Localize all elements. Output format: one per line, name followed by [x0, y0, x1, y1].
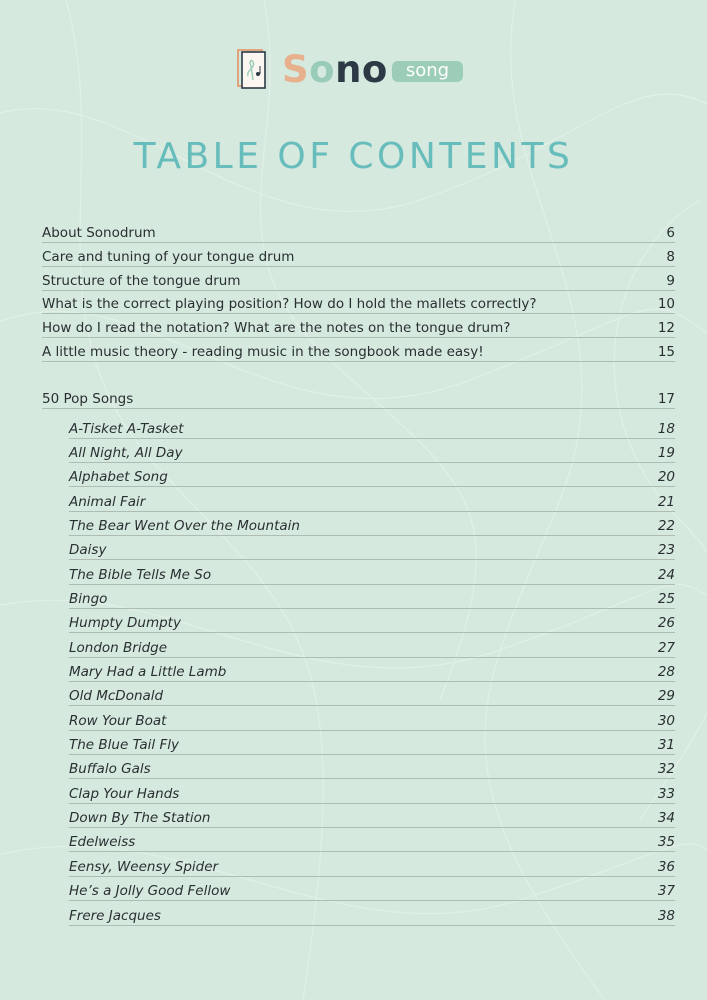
entry-title: The Bible Tells Me So — [69, 566, 212, 583]
toc-song-entry[interactable] — [69, 907, 675, 929]
entry-title: The Blue Tail Fly — [69, 737, 179, 754]
entry-page-number: 37 — [657, 883, 675, 900]
entry-rule — [69, 657, 675, 658]
entry-title: Buffalo Gals — [69, 761, 151, 778]
entry-page-number: 20 — [657, 469, 675, 486]
entry-rule — [42, 266, 675, 267]
entry-rule — [69, 827, 675, 828]
entry-page-number: 28 — [657, 664, 675, 680]
entry-title: Alphabet Song — [69, 469, 168, 486]
entry-title: Old McDonald — [69, 688, 164, 705]
entry-rule — [69, 754, 675, 755]
entry-rule — [69, 925, 675, 926]
entry-page-number: 26 — [657, 615, 675, 632]
entry-rule — [69, 803, 675, 804]
entry-title: Humpty Dumpty — [69, 615, 181, 632]
toc-song-entry[interactable] — [69, 785, 675, 807]
toc-section-entry[interactable] — [42, 319, 675, 341]
entry-title: A little music theory - reading music in the songbook made easy! — [42, 344, 484, 360]
toc-section-entry[interactable] — [42, 295, 675, 317]
toc-song-entry[interactable] — [69, 541, 675, 563]
entry-title: Edelweiss — [69, 834, 136, 851]
toc-song-entry[interactable] — [69, 468, 675, 490]
entry-page-number: 21 — [657, 493, 675, 510]
entry-title: He’s a Jolly Good Fellow — [69, 883, 231, 900]
entry-title: Daisy — [69, 542, 107, 559]
entry-page-number: 35 — [657, 834, 675, 851]
brand-wordmark: Sono — [282, 47, 388, 91]
toc-song-entry[interactable] — [69, 517, 675, 539]
entry-rule — [69, 608, 675, 609]
entry-title: Animal Fair — [69, 493, 146, 510]
entry-rule — [42, 313, 675, 314]
entry-page-number: 29 — [657, 688, 675, 705]
entry-rule — [69, 462, 675, 463]
entry-rule — [69, 632, 675, 633]
page-title: TABLE OF CONTENTS — [133, 136, 574, 177]
entry-rule — [69, 486, 675, 487]
toc-songs-heading[interactable] — [42, 390, 675, 412]
entry-page-number: 30 — [657, 712, 675, 729]
toc-song-entry[interactable] — [69, 420, 675, 442]
entry-page-number: 36 — [657, 858, 675, 875]
toc-section-entry[interactable] — [42, 248, 675, 270]
entry-page-number: 8 — [666, 248, 675, 265]
entry-page-number: 31 — [657, 737, 675, 754]
brand-logo — [236, 48, 463, 90]
entry-page-number: 12 — [657, 320, 675, 337]
entry-page-number: 24 — [657, 566, 675, 583]
entry-rule — [42, 408, 675, 409]
songbook-icon — [236, 48, 268, 90]
entry-page-number: 6 — [666, 225, 675, 241]
entry-page-number: 10 — [657, 296, 675, 313]
entry-page-number: 18 — [657, 420, 675, 437]
entry-title: Structure of the tongue drum — [42, 272, 241, 289]
toc-song-entry[interactable] — [69, 736, 675, 758]
toc-section-entry[interactable] — [42, 343, 675, 365]
entry-rule — [42, 361, 675, 362]
toc-song-entry[interactable] — [69, 639, 675, 661]
toc-song-entry[interactable] — [69, 858, 675, 880]
entry-title: Care and tuning of your tongue drum — [42, 248, 295, 265]
entry-rule — [69, 681, 675, 682]
entry-title: What is the correct playing position? How do I hold the mallets correctly? — [42, 296, 537, 313]
entry-page-number: 23 — [657, 542, 675, 559]
toc-song-entry[interactable] — [69, 444, 675, 466]
entry-page-number: 32 — [657, 761, 675, 778]
entry-rule — [42, 290, 675, 291]
entry-title: Mary Had a Little Lamb — [69, 664, 227, 680]
entry-title: How do I read the notation? What are the notes on the tongue drum? — [42, 320, 511, 337]
entry-title: Bingo — [69, 590, 108, 607]
toc-song-entry[interactable] — [69, 566, 675, 588]
entry-title: A-Tisket A-Tasket — [69, 420, 184, 437]
entry-page-number: 34 — [657, 810, 675, 827]
entry-rule — [69, 730, 675, 731]
toc-song-entry[interactable] — [69, 809, 675, 831]
entry-page-number: 15 — [657, 344, 675, 360]
entry-title: Eensy, Weensy Spider — [69, 858, 219, 875]
toc-song-entry[interactable] — [69, 590, 675, 612]
entry-rule — [69, 535, 675, 536]
toc-song-entry[interactable] — [69, 760, 675, 782]
toc-song-entry[interactable] — [69, 687, 675, 709]
entry-title: Clap Your Hands — [69, 785, 180, 802]
entry-page-number: 33 — [657, 785, 675, 802]
entry-title: About Sonodrum — [42, 225, 156, 241]
entry-page-number: 38 — [657, 907, 675, 924]
entry-rule — [69, 511, 675, 512]
entry-title: Frere Jacques — [69, 907, 161, 924]
entry-title: London Bridge — [69, 639, 168, 656]
toc-song-entry[interactable] — [69, 833, 675, 855]
entry-page-number: 9 — [666, 272, 675, 289]
entry-rule — [69, 900, 675, 901]
entry-page-number: 27 — [657, 639, 675, 656]
entry-title: All Night, All Day — [69, 444, 183, 461]
entry-rule — [69, 778, 675, 779]
toc-song-entry[interactable] — [69, 614, 675, 636]
brand-tag: song — [392, 61, 463, 82]
toc-song-entry[interactable] — [69, 493, 675, 515]
entry-title: Row Your Boat — [69, 712, 167, 729]
entry-rule — [69, 705, 675, 706]
entry-rule — [69, 559, 675, 560]
toc-song-entry[interactable] — [69, 882, 675, 904]
toc-song-entry[interactable] — [69, 712, 675, 734]
entry-title: 50 Pop Songs — [42, 391, 134, 407]
entry-page-number: 17 — [657, 391, 675, 407]
entry-page-number: 19 — [657, 444, 675, 461]
entry-rule — [69, 876, 675, 877]
entry-page-number: 25 — [657, 590, 675, 607]
toc-section-entry[interactable] — [42, 224, 675, 246]
toc-section-entry[interactable] — [42, 272, 675, 294]
entry-title: Down By The Station — [69, 810, 211, 827]
entry-title: The Bear Went Over the Mountain — [69, 517, 300, 534]
entry-rule — [69, 851, 675, 852]
entry-rule — [42, 337, 675, 338]
entry-page-number: 22 — [657, 517, 675, 534]
entry-rule — [42, 242, 675, 243]
toc-song-entry[interactable] — [69, 663, 675, 685]
entry-rule — [69, 438, 675, 439]
entry-rule — [69, 584, 675, 585]
